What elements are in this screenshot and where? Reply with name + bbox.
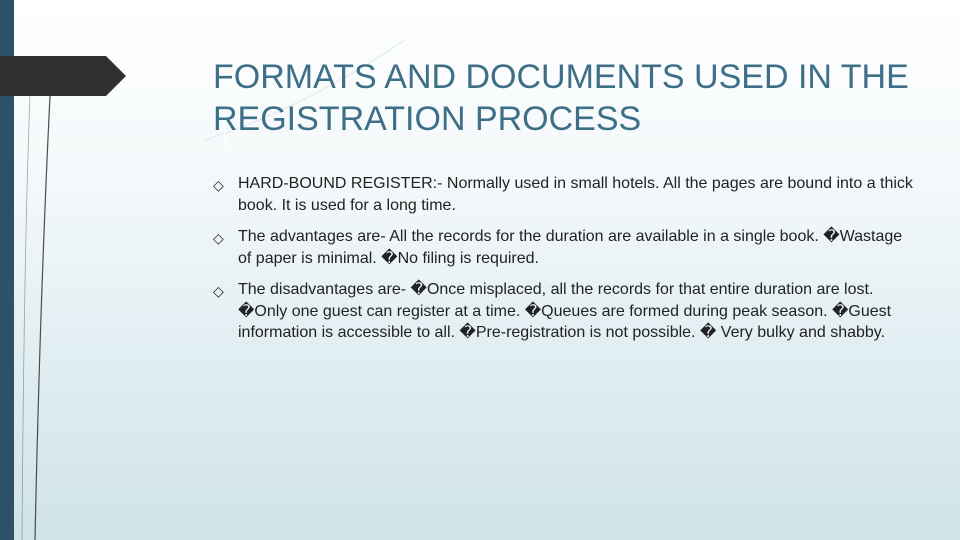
title-tab-shape (0, 56, 126, 96)
diamond-outline-icon: ◇ (213, 283, 224, 299)
bullet-text: The advantages are- All the records for the duration are available in a single book. �Wastage of paper is minimal. �No filing is required. (238, 228, 903, 267)
bullet-item (213, 279, 913, 344)
bullet-text: The disadvantages are- �Once misplaced, all the records for that entire duration are lost. �Only one guest can register at a time. �Queues are formed during peak season. �Guest information is accessible to all. �Pre-registration is not possible. � Very bulky and shabby. (238, 281, 892, 341)
diamond-outline-icon: ◇ (213, 177, 224, 193)
diamond-outline-icon: ◇ (213, 230, 224, 246)
bullet-item (213, 173, 913, 216)
slide-title: FORMATS AND DOCUMENTS USED IN THE REGISTRATION PROCESS (213, 58, 909, 138)
bullet-list (213, 173, 913, 354)
bullet-text: HARD-BOUND REGISTER:- Normally used in small hotels. All the pages are bound into a thick book. It is used for a long time. (238, 175, 913, 214)
bullet-item (213, 226, 913, 269)
